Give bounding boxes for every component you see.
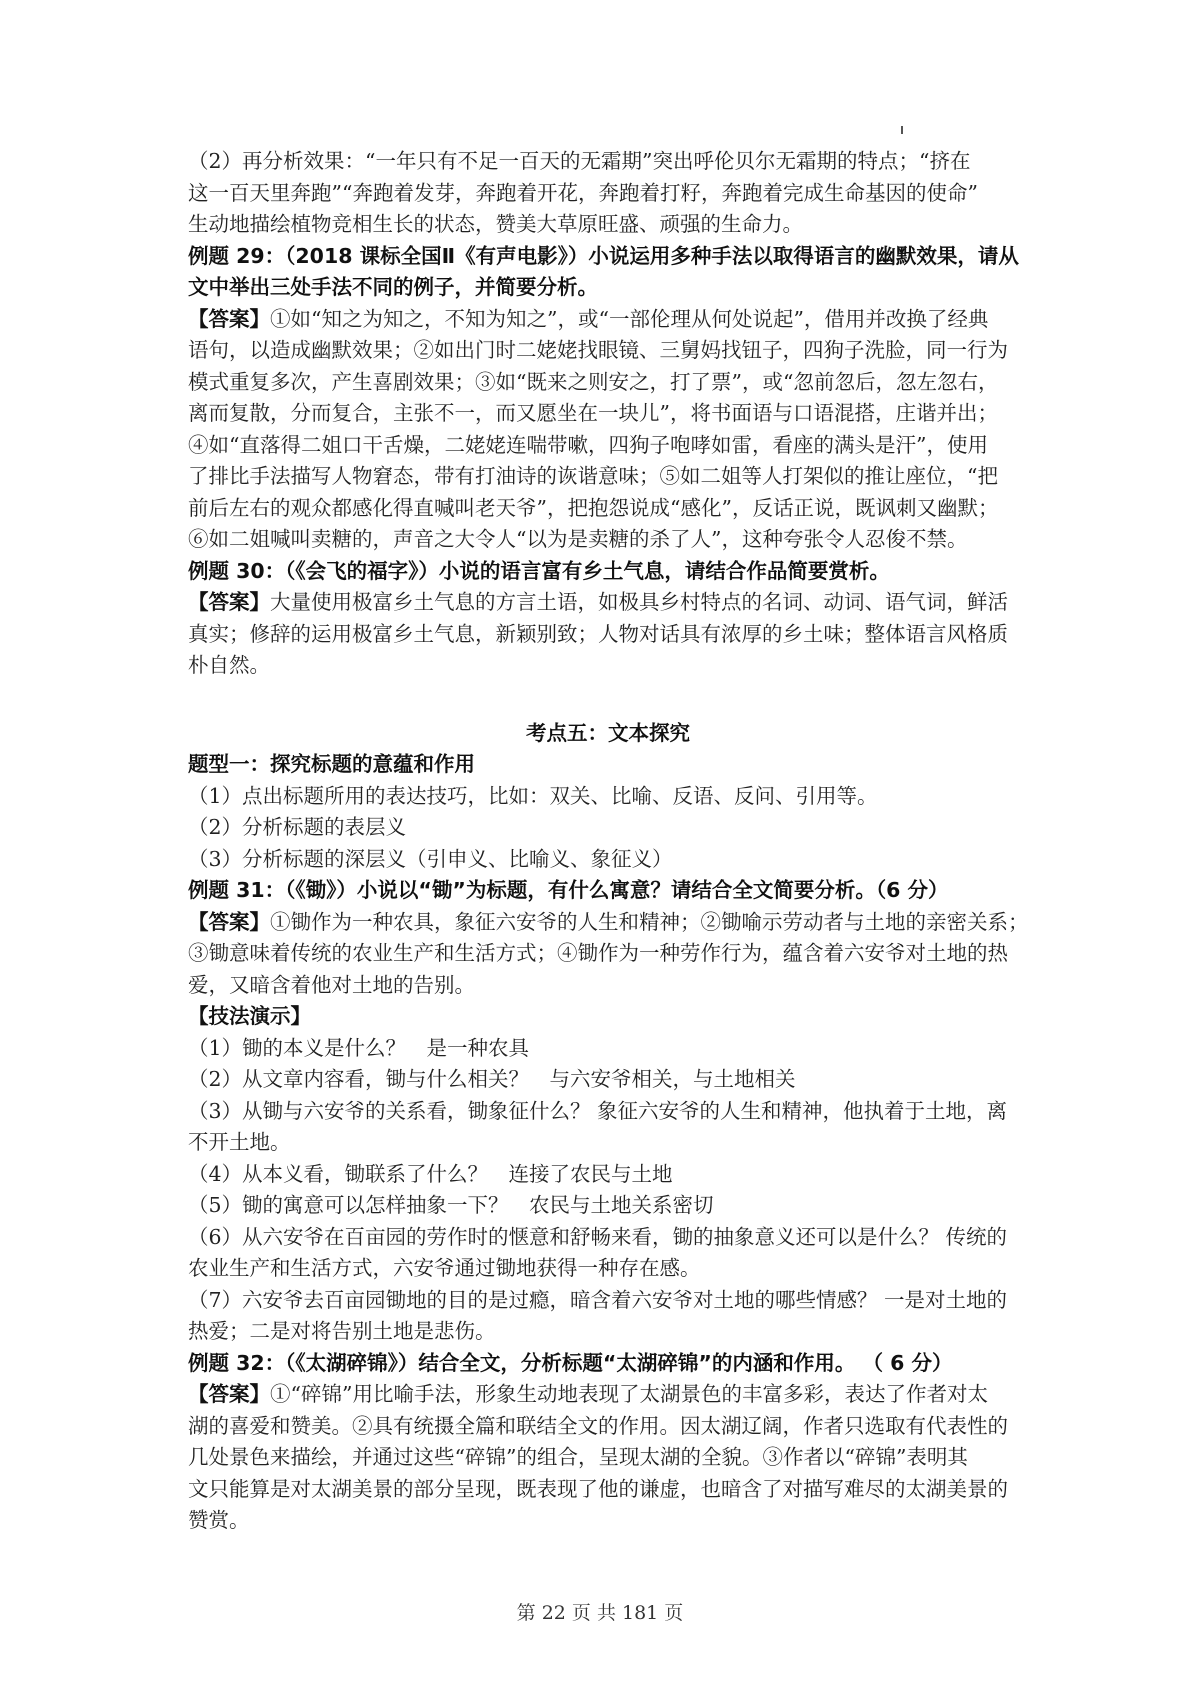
example-31-question: 例题 31：（《锄》）小说以“锄”为标题，有什么寓意？请结合全文简要分析。（6 分） — [188, 878, 949, 902]
text-line: 真实；修辞的运用极富乡土气息，新颖别致；人物对话具有浓厚的乡土味；整体语言风格质 — [188, 621, 1008, 646]
text-line: （1）锄的本义是什么？ 是一种农具 — [188, 1035, 530, 1060]
answer-text: ①“碎锦”用比喻手法，形象生动地表现了太湖景色的丰富多彩，表达了作者对太 — [270, 1382, 988, 1406]
text-line: 赞赏。 — [188, 1508, 250, 1532]
text-line: （2）分析标题的表层义 — [188, 815, 407, 839]
answer-text: ①锄作为一种农具，象征六安爷的人生和精神；②锄喻示劳动者与土地的亲密关系； — [270, 909, 1029, 934]
answer-29 — [188, 304, 1028, 336]
example-32-question: 例题 32：（《太湖碎锦》）结合全文，分析标题“太湖碎锦”的内涵和作用。 （ 6 分） — [188, 1350, 953, 1375]
text-line: 语句，以造成幽默效果；②如出门时二姥姥找眼镜、三舅妈找钮子，四狗子洗脸，同一行为 — [188, 338, 1008, 362]
text-line: 热爱；二是对将告别土地是悲伤。 — [188, 1319, 496, 1343]
example-30-question: 例题 30：（《会飞的福字》）小说的语言富有乡土气息，请结合作品简要赏析。 — [188, 558, 890, 583]
text-line: （4）从本义看，锄联系了什么？ 连接了农民与土地 — [188, 1161, 673, 1186]
answer-30 — [188, 587, 1028, 619]
section-heading: 考点五：文本探究 — [526, 720, 690, 745]
text-line: ④如“直落得二姐口干舌燥，二姥姥连喘带嗽，四狗子咆哮如雷，看座的满头是汗”，使用 — [188, 432, 988, 457]
text-line: 湖的喜爱和赞美。②具有统摄全篇和联结全文的作用。因太湖辽阔，作者只选取有代表性的 — [188, 1413, 1008, 1438]
text-line: 离而复散，分而复合，主张不一，而又愿坐在一块儿”，将书面语与口语混搭，庄谐并出； — [188, 401, 998, 425]
section-gap — [188, 682, 1028, 718]
text-line: （3）分析标题的深层义（引申义、比喻义、象征义） — [188, 846, 673, 871]
text-line: 了排比手法描写人物窘态，带有打油诗的诙谐意味；⑤如二姐等人打架似的推让座位，“把 — [188, 464, 998, 488]
answer-31 — [188, 907, 1028, 939]
page-footer: 第 22 页 共 181 页 — [516, 1602, 684, 1624]
text-line: ③锄意味着传统的农业生产和生活方式；④锄作为一种劳作行为，蕴含着六安爷对土地的热 — [188, 941, 1008, 965]
example-29-question: 例题 29：（2018 课标全国Ⅱ《有声电影》）小说运用多种手法以取得语言的幽默效果，请从 — [188, 243, 1019, 268]
text-line: 不开土地。 — [188, 1130, 291, 1154]
text-line: （7）六安爷去百亩园锄地的目的是过瘾，暗含着六安爷对土地的哪些情感？ 一是对土地的 — [188, 1287, 1008, 1312]
answer-text: ①如“知之为知之，不知为知之”，或“一部伦理从何处说起”，借用并改换了经典 — [270, 306, 989, 331]
text-line: 文只能算是对太湖美景的部分呈现，既表现了他的谦虚，也暗含了对描写难尽的太湖美景的 — [188, 1476, 1008, 1501]
text-line: 前后左右的观众都感化得直喊叫老天爷”，把抱怨说成“感化”，反话正说，既讽刺又幽默； — [188, 495, 999, 520]
text-line: ⑥如二姐喊叫卖糖的，声音之大令人“以为是卖糖的杀了人”，这种夸张令人忍俊不禁。 — [188, 527, 968, 551]
text-line: 爱，又暗含着他对土地的告别。 — [188, 972, 475, 997]
page-body — [188, 146, 1028, 1537]
technique-heading: 【技法演示】 — [188, 1004, 311, 1028]
subsection-heading: 题型一：探究标题的意蕴和作用 — [188, 752, 475, 776]
answer-label: 【答案】 — [188, 306, 270, 331]
text-line: 朴自然。 — [188, 653, 270, 677]
scan-mark — [901, 126, 903, 134]
answer-text: 大量使用极富乡土气息的方言土语，如极具乡村特点的名词、动词、语气词，鲜活 — [270, 590, 1008, 614]
text-line: （1）点出标题所用的表达技巧，比如：双关、比喻、反语、反问、引用等。 — [188, 783, 878, 808]
text-line: 这一百天里奔跑”“奔跑着发芽，奔跑着开花，奔跑着打籽，奔跑着完成生命基因的使命” — [188, 180, 978, 205]
text-line: （2）从文章内容看，锄与什么相关？ 与六安爷相关，与土地相关 — [188, 1067, 796, 1091]
text-line: 模式重复多次，产生喜剧效果；③如“既来之则安之，打了票”，或“忽前忽后，忽左忽右， — [188, 369, 999, 394]
text-line: 农业生产和生活方式，六安爷通过锄地获得一种存在感。 — [188, 1256, 701, 1280]
example-29-question-cont: 文中举出三处手法不同的例子，并简要分析。 — [188, 275, 598, 299]
text-line: （3）从锄与六安爷的关系看，锄象征什么？ 象征六安爷的人生和精神，他执着于土地，离 — [188, 1098, 1008, 1123]
answer-label: 【答案】 — [188, 1382, 270, 1406]
text-line: （5）锄的寓意可以怎样抽象一下？ 农民与土地关系密切 — [188, 1193, 714, 1217]
text-line: （2）再分析效果：“一年只有不足一百天的无霜期”突出呼伦贝尔无霜期的特点；“挤在 — [188, 149, 971, 173]
text-line: 几处景色来描绘，并通过这些“碎锦”的组合，呈现太湖的全貌。③作者以“碎锦”表明其 — [188, 1445, 968, 1469]
text-line: （6）从六安爷在百亩园的劳作时的惬意和舒畅来看，锄的抽象意义还可以是什么？ 传统的 — [188, 1224, 1008, 1249]
answer-label: 【答案】 — [188, 909, 270, 934]
answer-32 — [188, 1379, 1028, 1411]
text-line: 生动地描绘植物竞相生长的状态，赞美大草原旺盛、顽强的生命力。 — [188, 212, 803, 236]
answer-label: 【答案】 — [188, 590, 270, 614]
